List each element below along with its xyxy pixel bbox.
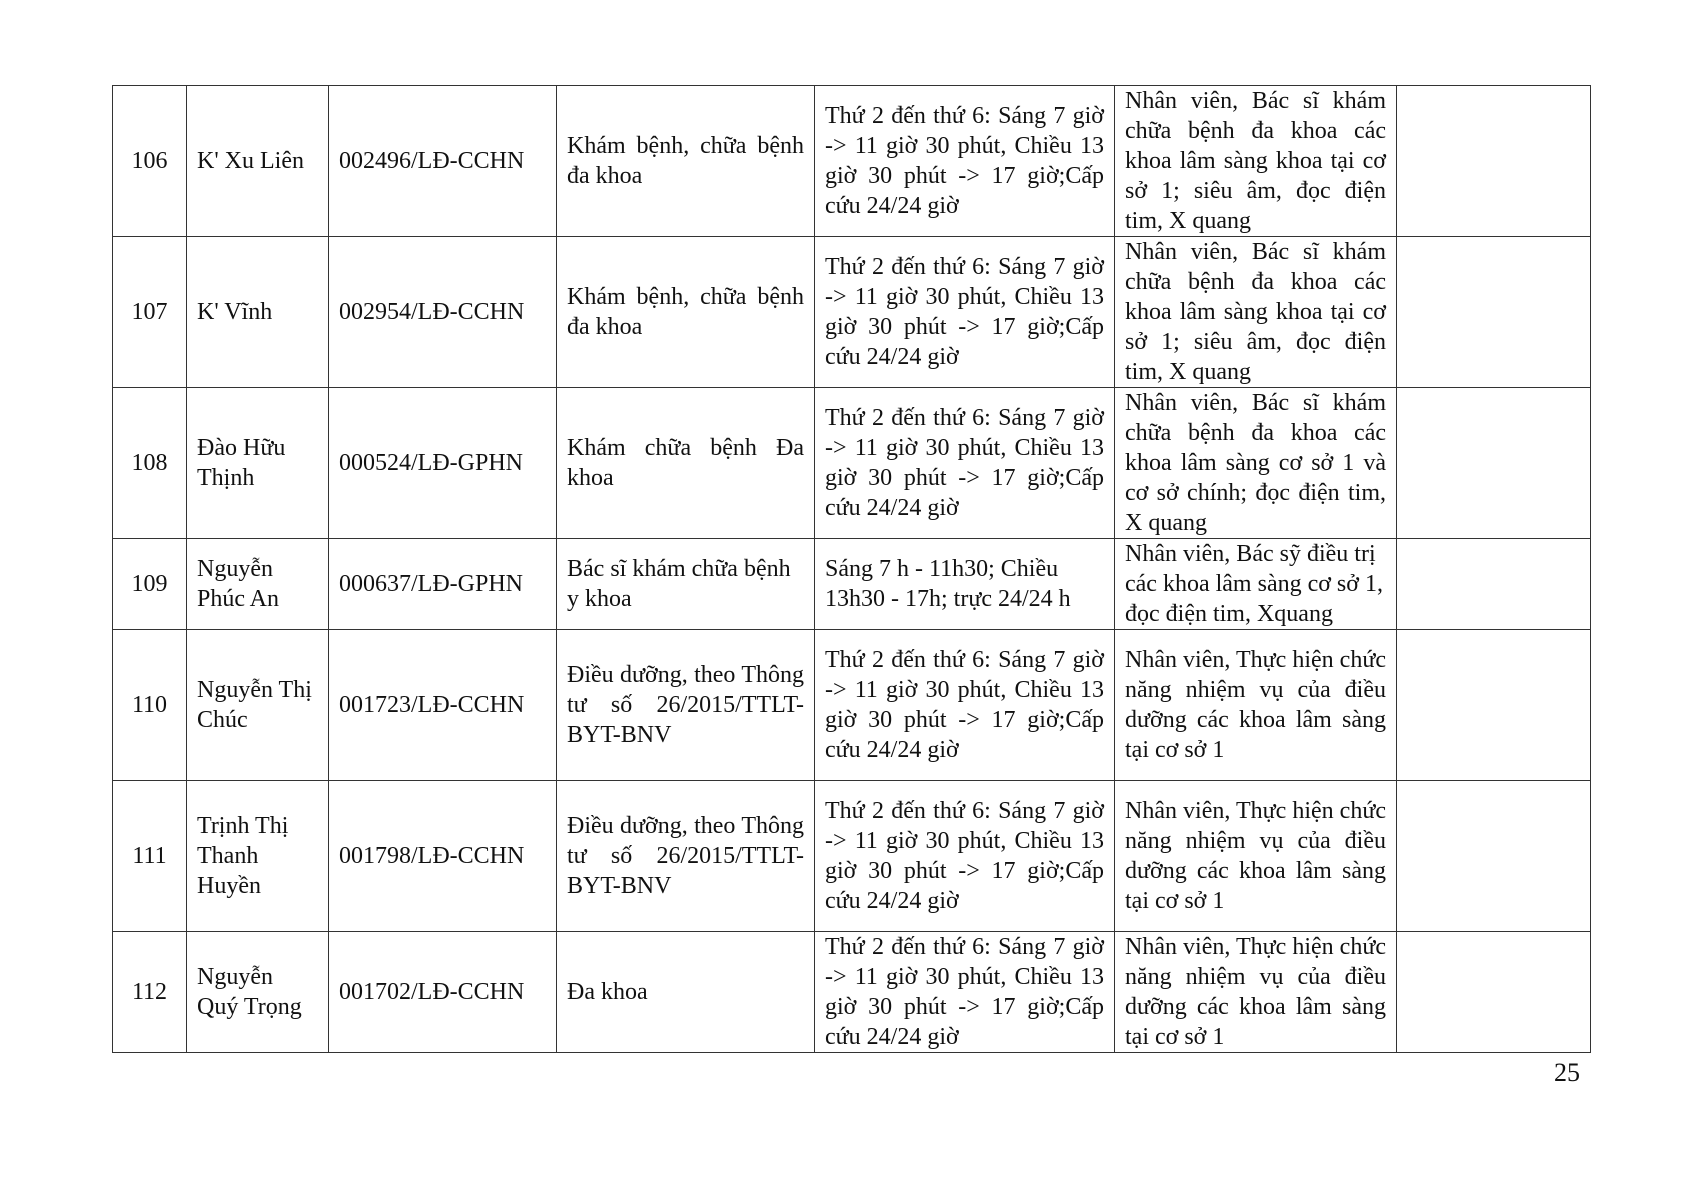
working-hours: Thứ 2 đến thứ 6: Sáng 7 giờ -> 11 giờ 30 phút, Chiều 13 giờ 30 phút -> 17 giờ;Cấp cứu 24/24 giờ [815, 237, 1115, 388]
row-number: 109 [113, 539, 187, 630]
note-cell [1397, 630, 1591, 781]
note-cell [1397, 237, 1591, 388]
staff-name: Nguyễn Thị Chúc [187, 630, 329, 781]
table-row [113, 781, 1591, 932]
working-hours: Thứ 2 đến thứ 6: Sáng 7 giờ -> 11 giờ 30 phút, Chiều 13 giờ 30 phút -> 17 giờ;Cấp cứu 24/24 giờ [815, 86, 1115, 237]
position-duties: Nhân viên, Thực hiện chức năng nhiệm vụ của điều dưỡng các khoa lâm sàng tại cơ sở 1 [1115, 932, 1397, 1053]
row-number: 108 [113, 388, 187, 539]
position-duties: Nhân viên, Thực hiện chức năng nhiệm vụ của điều dưỡng các khoa lâm sàng tại cơ sở 1 [1115, 630, 1397, 781]
row-number: 107 [113, 237, 187, 388]
position-duties: Nhân viên, Bác sỹ điều trị các khoa lâm sàng cơ sở 1, đọc điện tim, Xquang [1115, 539, 1397, 630]
table-row [113, 388, 1591, 539]
row-number: 112 [113, 932, 187, 1053]
table-row [113, 539, 1591, 630]
practice-scope: Khám bệnh, chữa bệnh đa khoa [557, 237, 815, 388]
row-number: 110 [113, 630, 187, 781]
working-hours: Thứ 2 đến thứ 6: Sáng 7 giờ -> 11 giờ 30 phút, Chiều 13 giờ 30 phút -> 17 giờ;Cấp cứu 24/24 giờ [815, 388, 1115, 539]
position-duties: Nhân viên, Bác sĩ khám chữa bệnh đa khoa các khoa lâm sàng khoa tại cơ sở 1; siêu âm, đọc điện tim, X quang [1115, 86, 1397, 237]
practice-scope: Khám bệnh, chữa bệnh đa khoa [557, 86, 815, 237]
table-row [113, 86, 1591, 237]
table-row [113, 630, 1591, 781]
staff-table [112, 85, 1591, 1053]
practice-scope: Khám chữa bệnh Đa khoa [557, 388, 815, 539]
practice-scope: Đa khoa [557, 932, 815, 1053]
staff-name: K' Vĩnh [187, 237, 329, 388]
working-hours: Sáng 7 h - 11h30; Chiều 13h30 - 17h; trực 24/24 h [815, 539, 1115, 630]
practice-scope: Bác sĩ khám chữa bệnh y khoa [557, 539, 815, 630]
license-number: 000524/LĐ-GPHN [329, 388, 557, 539]
license-number: 001798/LĐ-CCHN [329, 781, 557, 932]
staff-name: Nguyễn Quý Trọng [187, 932, 329, 1053]
position-duties: Nhân viên, Bác sĩ khám chữa bệnh đa khoa các khoa lâm sàng khoa tại cơ sở 1; siêu âm, đọc điện tim, X quang [1115, 237, 1397, 388]
table-row [113, 237, 1591, 388]
staff-name: Nguyễn Phúc An [187, 539, 329, 630]
working-hours: Thứ 2 đến thứ 6: Sáng 7 giờ -> 11 giờ 30 phút, Chiều 13 giờ 30 phút -> 17 giờ;Cấp cứu 24/24 giờ [815, 932, 1115, 1053]
practice-scope: Điều dưỡng, theo Thông tư số 26/2015/TTLT-BYT-BNV [557, 630, 815, 781]
table-row [113, 932, 1591, 1053]
practice-scope: Điều dưỡng, theo Thông tư số 26/2015/TTLT-BYT-BNV [557, 781, 815, 932]
working-hours: Thứ 2 đến thứ 6: Sáng 7 giờ -> 11 giờ 30 phút, Chiều 13 giờ 30 phút -> 17 giờ;Cấp cứu 24/24 giờ [815, 781, 1115, 932]
staff-name: K' Xu Liên [187, 86, 329, 237]
row-number: 111 [113, 781, 187, 932]
license-number: 001723/LĐ-CCHN [329, 630, 557, 781]
note-cell [1397, 388, 1591, 539]
license-number: 002954/LĐ-CCHN [329, 237, 557, 388]
page-number: 25 [1554, 1058, 1580, 1087]
note-cell [1397, 539, 1591, 630]
position-duties: Nhân viên, Bác sĩ khám chữa bệnh đa khoa các khoa lâm sàng cơ sở 1 và cơ sở chính; đọc điện tim, X quang [1115, 388, 1397, 539]
staff-name: Trịnh Thị Thanh Huyền [187, 781, 329, 932]
note-cell [1397, 86, 1591, 237]
license-number: 000637/LĐ-GPHN [329, 539, 557, 630]
position-duties: Nhân viên, Thực hiện chức năng nhiệm vụ của điều dưỡng các khoa lâm sàng tại cơ sở 1 [1115, 781, 1397, 932]
license-number: 001702/LĐ-CCHN [329, 932, 557, 1053]
working-hours: Thứ 2 đến thứ 6: Sáng 7 giờ -> 11 giờ 30 phút, Chiều 13 giờ 30 phút -> 17 giờ;Cấp cứu 24/24 giờ [815, 630, 1115, 781]
note-cell [1397, 932, 1591, 1053]
staff-name: Đào Hữu Thịnh [187, 388, 329, 539]
row-number: 106 [113, 86, 187, 237]
note-cell [1397, 781, 1591, 932]
license-number: 002496/LĐ-CCHN [329, 86, 557, 237]
